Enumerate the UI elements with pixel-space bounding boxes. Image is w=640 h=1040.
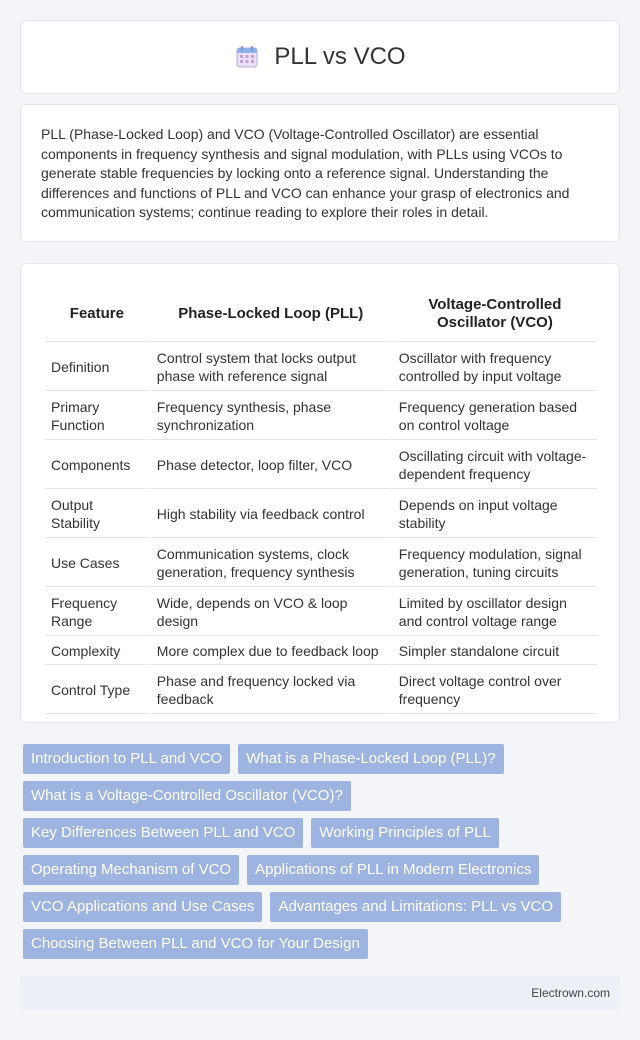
tag-line <box>23 744 620 774</box>
row-pll: More complex due to feedback loop <box>151 638 391 665</box>
topic-tags <box>20 744 620 966</box>
tag-advantages-limitations[interactable]: Advantages and Limitations: PLL vs VCO <box>270 892 561 922</box>
tag-key-differences[interactable]: Key Differences Between PLL and VCO <box>23 818 303 848</box>
footer-site-name: Electrown.com <box>531 986 610 1000</box>
table-row <box>45 344 597 391</box>
row-pll: Control system that locks output phase with reference signal <box>151 344 391 391</box>
row-vco: Oscillating circuit with voltage-dependent frequency <box>393 442 597 489</box>
intro-paragraph: PLL (Phase-Locked Loop) and VCO (Voltage-Controlled Oscillator) are essential components in frequency synthesis and signal modulation, with PLLs using VCOs to generate stable frequencies by locking onto a reference signal. Understanding the differences and functions of PLL and VCO can enhance your grasp of electronics and communication systems; continue reading to explore their roles in detail. <box>41 126 570 221</box>
page-title: PLL vs VCO <box>274 43 406 70</box>
footer <box>20 976 620 1010</box>
tag-line <box>23 892 620 922</box>
tag-pll-applications[interactable]: Applications of PLL in Modern Electronics <box>247 855 539 885</box>
table-header-row <box>45 286 597 342</box>
row-vco: Frequency generation based on control voltage <box>393 393 597 440</box>
row-feature: Frequency Range <box>45 589 149 636</box>
row-pll: Phase and frequency locked via feedback <box>151 667 391 714</box>
intro-card <box>20 104 620 242</box>
row-vco: Simpler standalone circuit <box>393 638 597 665</box>
header-vco: Voltage-Controlled Oscillator (VCO) <box>393 286 597 342</box>
tag-line <box>23 855 620 885</box>
table-row <box>45 393 597 440</box>
title-card <box>20 20 620 94</box>
row-pll: Communication systems, clock generation, frequency synthesis <box>151 540 391 587</box>
tag-what-is-vco[interactable]: What is a Voltage-Controlled Oscillator (VCO)? <box>23 781 351 811</box>
row-vco: Frequency modulation, signal generation, tuning circuits <box>393 540 597 587</box>
table-row <box>45 540 597 587</box>
tag-vco-applications[interactable]: VCO Applications and Use Cases <box>23 892 262 922</box>
table-row <box>45 442 597 489</box>
header-feature: Feature <box>45 286 149 342</box>
table-row <box>45 638 597 665</box>
row-pll: Frequency synthesis, phase synchronization <box>151 393 391 440</box>
tag-line <box>23 781 620 811</box>
tag-working-principles[interactable]: Working Principles of PLL <box>311 818 498 848</box>
tag-line <box>23 929 620 959</box>
tag-line <box>23 818 620 848</box>
row-pll: High stability via feedback control <box>151 491 391 538</box>
header-pll: Phase-Locked Loop (PLL) <box>151 286 391 342</box>
row-feature: Complexity <box>45 638 149 665</box>
row-feature: Definition <box>45 344 149 391</box>
row-vco: Direct voltage control over frequency <box>393 667 597 714</box>
row-feature: Output Stability <box>45 491 149 538</box>
tag-introduction[interactable]: Introduction to PLL and VCO <box>23 744 230 774</box>
tag-choosing[interactable]: Choosing Between PLL and VCO for Your Design <box>23 929 368 959</box>
table-row <box>45 491 597 538</box>
title-wrap <box>234 43 405 71</box>
row-feature: Control Type <box>45 667 149 714</box>
row-pll: Phase detector, loop filter, VCO <box>151 442 391 489</box>
row-vco: Limited by oscillator design and control voltage range <box>393 589 597 636</box>
row-vco: Oscillator with frequency controlled by input voltage <box>393 344 597 391</box>
row-feature: Components <box>45 442 149 489</box>
tag-operating-mechanism[interactable]: Operating Mechanism of VCO <box>23 855 239 885</box>
row-feature: Primary Function <box>45 393 149 440</box>
calendar-grid-icon <box>234 44 260 70</box>
row-feature: Use Cases <box>45 540 149 587</box>
table-row <box>45 667 597 714</box>
comparison-table-card <box>20 263 620 723</box>
comparison-table <box>43 284 599 716</box>
table-row <box>45 589 597 636</box>
row-pll: Wide, depends on VCO & loop design <box>151 589 391 636</box>
tag-what-is-pll[interactable]: What is a Phase-Locked Loop (PLL)? <box>238 744 503 774</box>
row-vco: Depends on input voltage stability <box>393 491 597 538</box>
